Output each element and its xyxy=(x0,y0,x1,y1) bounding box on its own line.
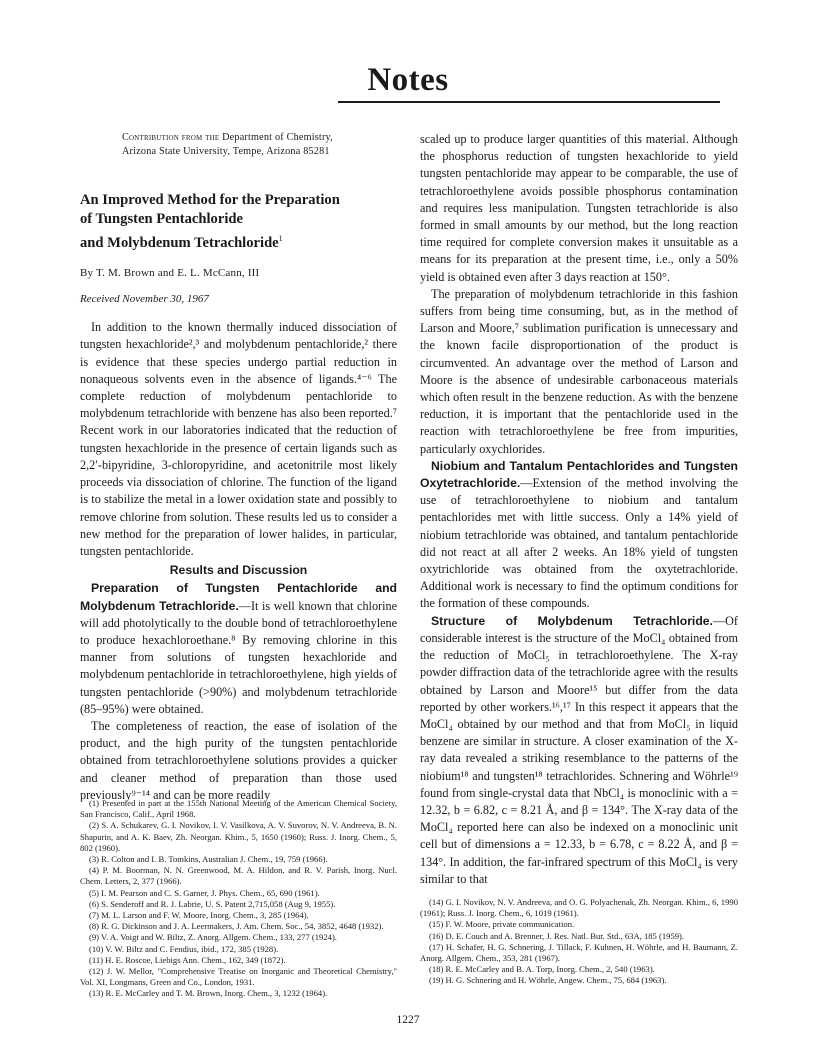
footnote: (17) H. Schafer, H. G. Schnering, J. Tillack, F. Kuhnen, H. Wöhrle, and H. Baumann, Z. Anorg. Allgem. Chem., 353, 281 (1967). xyxy=(420,941,738,964)
footnote: (18) R. E. McCarley and B. A. Torp, Inorg. Chem., 2, 540 (1963). xyxy=(429,964,655,975)
footnote: (4) P. M. Boorman, N. N. Greenwood, M. A. Hildon, and R. V. Parish, Inorg. Nucl. Chem. Letters, 2, 377 (1966). xyxy=(80,865,397,887)
footnote: (10) V. W. Biltz and C. Fendius, ibid., 172, 385 (1928). xyxy=(89,943,279,954)
footnotes-left xyxy=(80,798,397,1000)
left-column xyxy=(80,131,397,804)
article-title: An Improved Method for the Preparation of Tungsten Pentachloride and Molybdenum Tetrachloride$^1$ xyxy=(80,192,340,251)
footnote: (8) R. G. Dickinson and J. A. Leermakers, J. Am. Chem. Soc., 54, 3852, 4648 (1932). xyxy=(89,921,384,932)
footnote: (16) D. E. Couch and A. Brenner, J. Res. Natl. Bur. Std., 63A, 185 (1959). xyxy=(429,930,685,941)
authors: By T. M. Brown and E. L. McCann, III xyxy=(80,266,260,279)
paragraph-structure: Structure of Molybdenum Tetrachloride.—Of considerable interest is the structure of the MoCl₄ obtained from the reduction of MoCl₅ in tetrachloroethylene. The X-ray powder diffraction data of the tetrachloride agree with the results obtained by Larson and Moore¹⁵ but differ from the data reported by other workers.¹⁶,¹⁷ In this respect it appears that the MoCl₄ obtained by our method and that from MoCl₅ in liquid benzene are similar in structure. A closer examination of the X-ray data revealed a striking resemblance to the patterns of the niobium¹⁸ and tungsten¹⁸ tetrachlorides. Schnering and Wöhrle¹⁹ found from single-crystal data that NbCl₄ is monoclinic with a = 12.32, b = 6.82, c = 8.21 Å, and β = 134°. The X-ray data of the MoCl₄ reported here can also be indexed on a monoclinic unit cell but of dimensions a = 12.33, b = 6.78, c = 8.22 Å, and β = 134°. In addition, the far-infrared spectrum of this MoCl₄ is very similar to that xyxy=(420,613,738,886)
footnote: (14) G. I. Novikov, N. V. Andreeva, and O. G. Polyachenak, Zh. Neorgan. Khim., 6, 1990 (1961); Russ. J. Inorg. Chem., 6, 1019 (1961). xyxy=(420,897,738,919)
paragraph-completeness: The completeness of reaction, the ease of isolation of the product, and the high purity of the tungsten pentachloride obtained from tetrachloroethylene solutions provides a quicker and cleaner method of preparation than those used previously⁹⁻¹⁴ and can be more readily xyxy=(80,718,397,802)
contribution-affiliation xyxy=(122,131,397,159)
paragraph-niobium: Niobium and Tantalum Pentachlorides and Tungsten Oxytetrachloride.—Extension of the method involving the use of tetrachloroethylene to niobium and tantalum pentachlorides met with little success. Only a 14% yield of niobium tetrachloride was obtained, and tantalum pentachloride did not react at all after 2 weeks. An 18% yield of tungsten oxytrichloride was obtained from the oxytetrachloride. Additional work is necessary to find the optimum conditions for the formation of these compounds. xyxy=(420,458,738,611)
paragraph-molybdenum: The preparation of molybdenum tetrachloride in this fashion suffers from being time consuming, but, as in the method of Larson and Moore,⁷ sublimation purification is unnecessary and the known facile disproportionation of the product is circumvented. An advantage over the method of Larson and Moore is the absence of undesirable carbonaceous materials which often result in the benzene reduction. As with the benzene reduction, it is important that the pentachloride used in the reaction with tetrachloroethylene be free from impurities, particularly oxychlorides. xyxy=(420,286,738,456)
paragraph-continued: scaled up to produce larger quantities of this material. Although the phosphorus reduction of tungsten hexachloride to yield tungsten pentachloride may appear to be comparable, the use of tetrachloroethylene avoids possible phosphorus contamination and requires less manipulation. Tungsten tetrachloride is also formed in small amounts by our method, but the long reaction time required for complete conversion makes it unsuitable as a means for its preparation at the present time, i.e., only a 50% yield is obtained even after 3 days reaction at 150°. xyxy=(420,132,738,284)
footnote: (13) R. E. McCarley and T. M. Brown, Inorg. Chem., 3, 1232 (1964). xyxy=(89,988,328,999)
page-header xyxy=(0,60,816,100)
header-rule xyxy=(338,101,720,103)
received-date: Received November 30, 1967 xyxy=(80,293,209,306)
run-in-heading: Structure of Molybdenum Tetrachloride. xyxy=(431,613,713,628)
run-in-heading: Preparation of Tungsten Pentachloride and Molybdenum Tetrachloride. xyxy=(80,581,397,613)
footnotes-right xyxy=(420,897,738,987)
footnote: (12) J. W. Mellor, "Comprehensive Treatise on Inorganic and Theoretical Chemistry," Vol. XI, Longmans, Green and Co., London, 1931. xyxy=(80,966,397,988)
paragraph-preparation: Preparation of Tungsten Pentachloride and Molybdenum Tetrachloride.—It is well known that chlorine will add photolytically to the double bond of tetrachloroethylene to produce hexachloroethane.⁸ By removing chlorine in this manner from solutions of tungsten hexachloride and molybdenum pentachloride in tetrachloroethylene, high yields of tungsten pentachloride (>90%) and molybdenum tetrachloride (85–95%) were obtained. xyxy=(80,581,397,716)
footnote: (7) M. L. Larson and F. W. Moore, Inorg. Chem., 3, 285 (1964). xyxy=(89,910,309,921)
affiliation-line-1: Contribution from the Department of Chemistry, xyxy=(122,132,333,143)
footnote: (1) Presented in part at the 155th National Meeting of the American Chemical Society, San Francisco, Calif., April 1968. xyxy=(80,798,397,820)
footnote: (11) H. E. Roscoe, Liebigs Ann. Chem., 162, 349 (1872). xyxy=(89,954,286,965)
page-number: 1227 xyxy=(396,1014,420,1026)
footnote: (9) V. A. Voigt and W. Biltz, Z. Anorg. Allgem. Chem., 133, 277 (1924). xyxy=(89,932,337,943)
footnote: (3) R. Colton and I. B. Tomkins, Australian J. Chem., 19, 759 (1966). xyxy=(89,854,328,865)
section-heading-results: Results and Discussion xyxy=(169,563,308,578)
footnote: (5) I. M. Pearson and C. S. Garner, J. Phys. Chem., 65, 690 (1961). xyxy=(89,887,320,898)
run-in-heading: Niobium and Tantalum Pentachlorides and Tungsten Oxytetrachloride. xyxy=(420,458,738,491)
footnote: (15) F. W. Moore, private communication. xyxy=(429,919,575,930)
footnote: (2) S. A. Schukarev, G. I. Novikov, I. V. Vasilkova, A. V. Suvorov, N. V. Andreeva, B. N. Shapurin, and A. K. Baev, Zh. Neorgan. Khim., 5, 1650 (1960); Russ. J. Inorg. Chem., 5, 802 (1960). xyxy=(80,820,397,853)
section-title: Notes xyxy=(367,62,449,98)
paragraph-intro: In addition to the known thermally induced dissociation of tungsten hexachloride²,³ and molybdenum pentachloride,² there is evidence that these species undergo partial reduction in nonaqueous solvents even in the absence of ligands.⁴⁻⁶ The complete reduction of molybdenum pentachloride to molybdenum tetrachloride with benzene has also been reported.⁷ Recent work in our laboratories indicated that the reduction of tungsten hexachloride in the presence of certain ligands such as 2,2′-bipyridine, 3-chloropyridine, and acetonitrile most likely proceeds via dissociation of chlorine. The function of the ligand is to stabilize the metal in a lower oxidation state and possibly to remove chlorine from solution. These results led us to consider a new method for the preparation of lower halides, in particular, tungsten pentachloride. xyxy=(80,320,397,558)
footnote: (19) H. G. Schnering and H. Wöhrle, Angew. Chem., 75, 684 (1963). xyxy=(429,975,667,986)
affiliation-line-2: Arizona State University, Tempe, Arizona 85281 xyxy=(122,146,330,157)
footnote: (6) S. Senderoff and R. J. Labrie, U. S. Patent 2,715,058 (Aug 9, 1955). xyxy=(89,898,336,909)
right-column xyxy=(420,131,738,888)
